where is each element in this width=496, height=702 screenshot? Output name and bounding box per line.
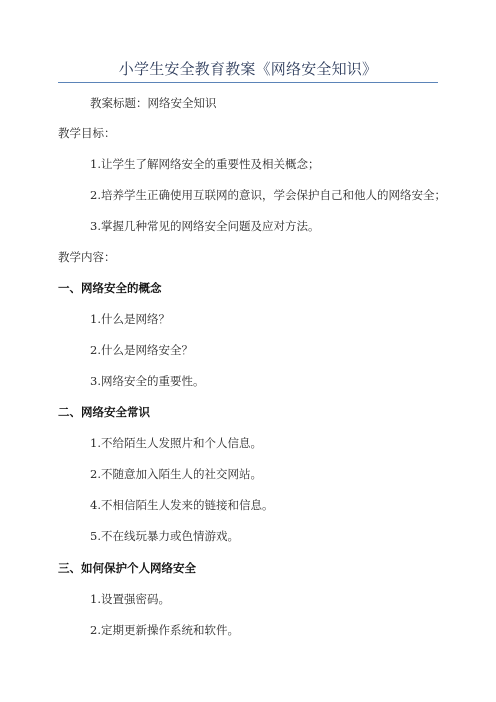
section-item: 2.什么是网络安全？ — [90, 343, 193, 357]
title-underline — [58, 82, 438, 83]
section-heading: 一、网络安全的概念 — [58, 281, 162, 295]
objective-item: 3.掌握几种常见的网络安全问题及应对方法。 — [90, 219, 320, 233]
section-item: 1.什么是网络？ — [90, 312, 170, 326]
section-heading: 三、如何保护个人网络安全 — [58, 561, 196, 575]
section-item: 4.不相信陌生人发来的链接和信息。 — [90, 498, 274, 512]
section-item: 1.设置强密码。 — [90, 592, 170, 606]
section-item: 5.不在线玩暴力或色情游戏。 — [90, 529, 239, 543]
section-item: 2.不随意加入陌生人的社交网站。 — [90, 467, 262, 481]
section-item: 2.定期更新操作系统和软件。 — [90, 623, 239, 637]
section-item: 3.网络安全的重要性。 — [90, 374, 205, 388]
section-item: 1.不给陌生人发照片和个人信息。 — [90, 436, 262, 450]
document-title: 小学生安全教育教案《网络安全知识》 — [118, 60, 378, 78]
objectives-label: 教学目标： — [58, 126, 116, 140]
section-heading: 二、网络安全常识 — [58, 405, 150, 419]
lesson-title: 教案标题：网络安全知识 — [90, 96, 217, 110]
content-label: 教学内容： — [58, 250, 116, 264]
objective-item: 2.培养学生正确使用互联网的意识，学会保护自己和他人的网络安全； — [90, 188, 446, 202]
objective-item: 1.让学生了解网络安全的重要性及相关概念； — [90, 157, 320, 171]
